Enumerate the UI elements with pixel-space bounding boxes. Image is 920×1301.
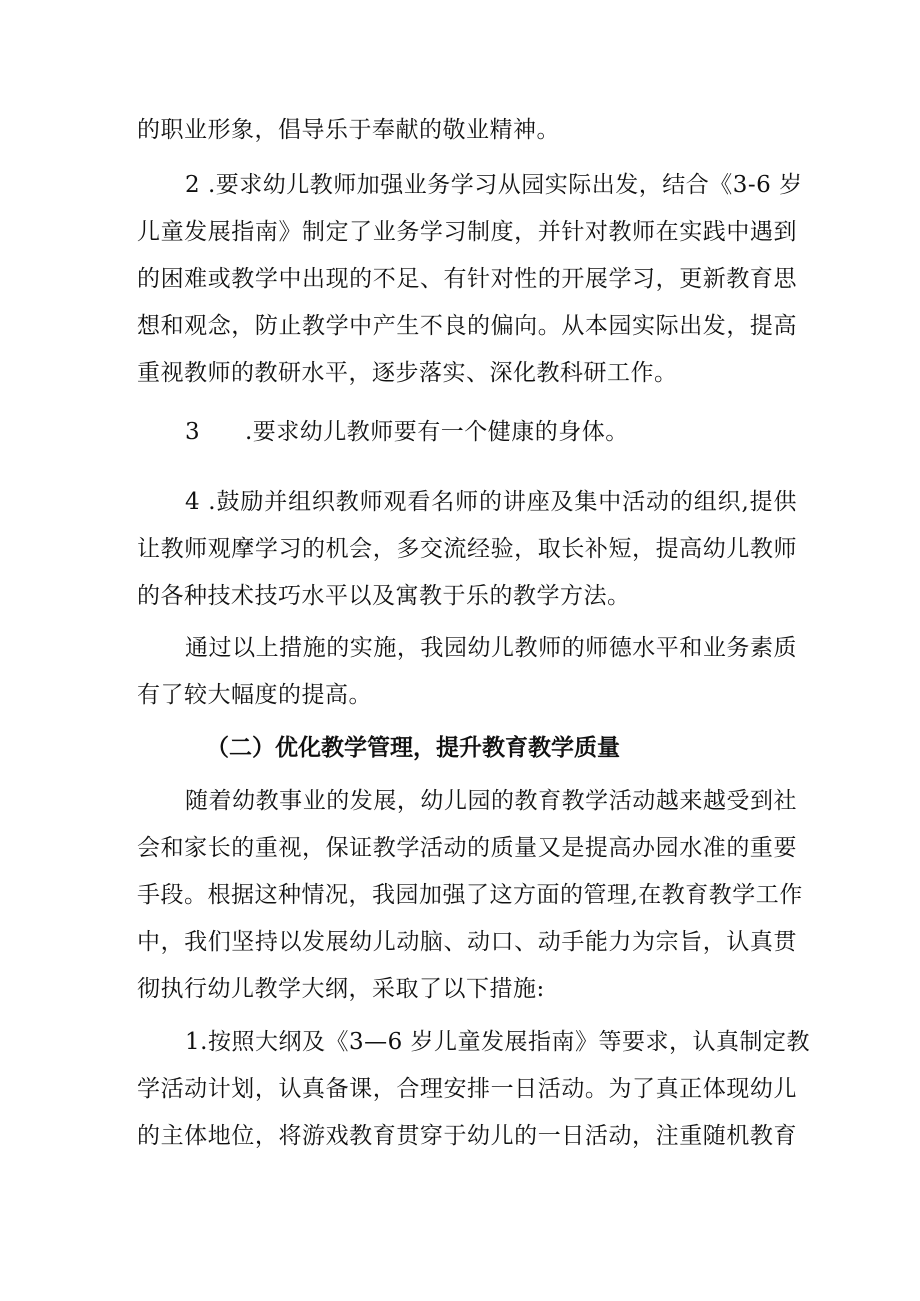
text-line: 1.按照大纲及《3—6 岁儿童发展指南》等要求，认真制定教 [185,1029,811,1055]
text-line: 手段。根据这种情况，我园加强了这方面的管理,在教育教学工作 [137,882,803,908]
text-line: 的困难或教学中出现的不足、有针对性的开展学习，更新教育思 [137,266,797,292]
text-line: 的主体地位，将游戏教育贯穿于幼儿的一日活动，注重随机教育 [137,1123,797,1149]
text-line: 通过以上措施的实施，我园幼儿教师的师德水平和业务素质 [185,635,797,661]
text-line: 的各种技术技巧水平以及寓教于乐的教学方法。 [137,583,631,609]
text-line: .要求幼儿教师要有一个健康的身体。 [245,419,629,445]
text-line: 想和观念，防止教学中产生不良的偏向。从本园实际出发，提高 [137,313,797,339]
section-heading: （二）优化教学管理，提升教育教学质量 [206,734,620,761]
text-line: 会和家长的重视，保证教学活动的质量又是提高办园水准的重要 [137,835,797,861]
text-line: 随着幼教事业的发展，幼儿园的教育教学活动越来越受到社 [185,788,797,814]
text-line: 中，我们坚持以发展幼儿动脑、动口、动手能力为宗旨，认真贯 [137,929,797,955]
item-number: 3 [185,419,200,445]
text-line: 重视教师的教研水平，逐步落实、深化教科研工作。 [137,360,678,386]
text-line: 彻执行幼儿教学大纲，采取了以下措施: [137,976,545,1002]
text-line: 儿童发展指南》制定了业务学习制度，并针对教师在实践中遇到 [137,219,797,245]
text-line: 的职业形象，倡导乐于奉献的敬业精神。 [137,117,560,143]
text-line: 学活动计划，认真备课，合理安排一日活动。为了真正体现幼儿 [137,1076,797,1102]
text-line: 让教师观摩学习的机会，多交流经验，取长补短，提高幼儿教师 [137,536,797,562]
text-line: 有了较大幅度的提高。 [137,682,372,708]
text-line: 4 .鼓励并组织教师观看名师的讲座及集中活动的组织,提供 [185,489,797,515]
text-line: 2 .要求幼儿教师加强业务学习从园实际出发，结合《3-6 岁 [185,172,803,198]
